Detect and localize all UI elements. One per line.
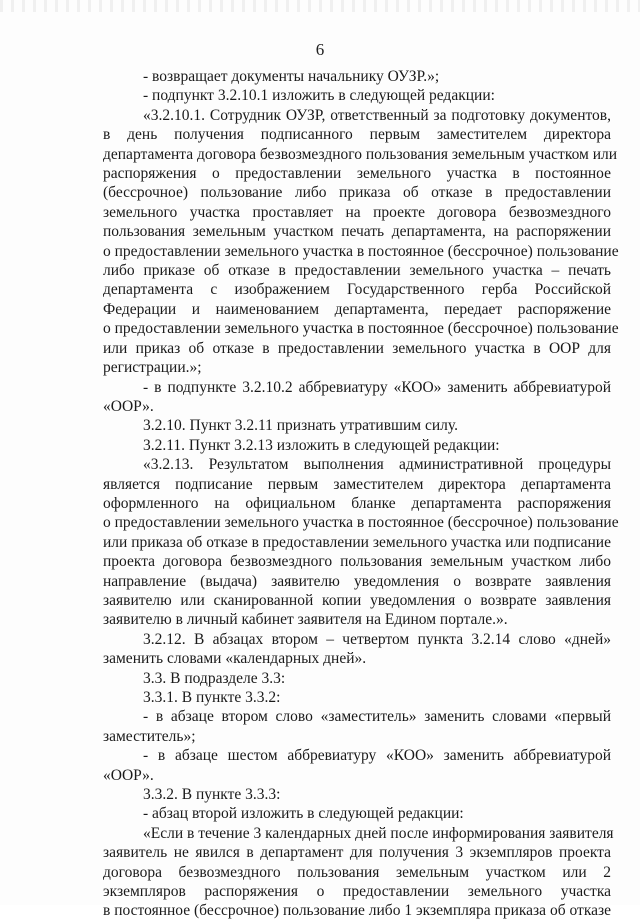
text-line: «ООР».: [103, 766, 154, 784]
text-line: заменить словами «календарных дней».: [103, 650, 367, 668]
text-line: экземпляров распоряжения о предоставлении земельного участка: [103, 883, 611, 901]
text-line: Федерации и наименованием департамента, передает распоряжение: [103, 300, 611, 318]
text-line: «ООР».: [103, 397, 154, 415]
text-line: заявителю или сканированной копии уведомления о возврате заявления: [103, 591, 611, 609]
text-line: 3.2.12. В абзацах втором – четвертом пункта 3.2.14 слово «дней»: [143, 630, 611, 648]
text-line: - в абзаце втором слово «заместитель» заменить словами «первый: [143, 708, 611, 726]
document-body: [103, 67, 619, 921]
text-line: 3.3.1. В пункте 3.3.2:: [143, 689, 281, 706]
text-line: - в абзаце шестом аббревиатуру «КОО» заменить аббревиатурой: [143, 747, 611, 765]
text-line: «3.2.10.1. Сотрудник ОУЗР, ответственный за подготовку документов,: [143, 106, 611, 124]
text-line: либо приказе об отказе в предоставлении земельного участка – печать: [103, 262, 611, 280]
text-line: или приказа об отказе в предоставлении земельного участка или подписание: [103, 533, 611, 551]
text-line: регистрации.»;: [103, 359, 202, 377]
text-line: в постоянное (бессрочное) пользование либо 1 экземпляра приказа об отказе: [103, 902, 611, 920]
text-line: направление (выдача) заявителю уведомления о возврате заявления: [103, 572, 611, 590]
text-line: заявитель не явился в департамент для получения 3 экземпляров проекта: [103, 844, 611, 862]
text-line: проекта договора безвозмездного пользования земельным участком либо: [103, 553, 611, 571]
text-line: пользования земельным участком печать департамента, на распоряжении: [103, 223, 611, 241]
text-line: (бессрочное) пользование либо приказа об отказе в предоставлении: [103, 184, 611, 202]
scan-noise: [0, 0, 640, 12]
text-line: - в подпункте 3.2.10.2 аббревиатуру «КОО» заменить аббревиатурой: [143, 378, 611, 396]
text-line: - абзац второй изложить в следующей редакции:: [143, 805, 464, 823]
text-line: земельного участка проставляет на проекте договора безвозмездного: [103, 203, 611, 221]
text-line: - подпункт 3.2.10.1 изложить в следующей редакции:: [143, 87, 495, 105]
text-line: в день получения подписанного первым заместителем директора: [103, 126, 611, 144]
text-line: «3.2.13. Результатом выполнения административной процедуры: [143, 456, 611, 474]
text-line: 3.2.10. Пункт 3.2.11 признать утратившим силу.: [143, 417, 458, 435]
text-line: департамента договора безвозмездного пользования земельным участком или: [103, 145, 618, 163]
text-line: «Если в течение 3 календарных дней после информирования заявителя: [143, 824, 614, 842]
text-line: о предоставлении земельного участка в постоянное (бессрочное) пользование: [103, 320, 619, 338]
text-line: распоряжения о предоставлении земельного участка в постоянное: [103, 165, 611, 183]
text-line: заместитель»;: [103, 727, 196, 745]
text-line: 3.3.2. В пункте 3.3.3:: [143, 786, 281, 804]
text-line: 3.2.11. Пункт 3.2.13 изложить в следующей редакции:: [143, 436, 500, 454]
text-line: - возвращает документы начальнику ОУЗР.»;: [143, 68, 440, 85]
text-line: оформленного на официальном бланке департамента распоряжения: [103, 494, 611, 512]
text-line: 3.3. В подразделе 3.3:: [143, 669, 286, 687]
text-line: заявителю в личный кабинет заявителя на Едином портале.».: [103, 611, 508, 629]
text-line: о предоставлении земельного участка в постоянное (бессрочное) пользование: [103, 242, 619, 260]
text-line: или приказ об отказе в предоставлении земельного участка в ООР для: [103, 339, 611, 357]
text-line: является подписание первым заместителем директора департамента: [103, 475, 611, 493]
page-number: 6: [315, 40, 325, 59]
text-line: договора безвозмездного пользования земельным участком или 2: [103, 863, 611, 881]
text-line: департамента с изображением Государственного герба Российской: [103, 281, 611, 299]
text-line: о предоставлении земельного участка в постоянное (бессрочное) пользование: [103, 514, 619, 532]
